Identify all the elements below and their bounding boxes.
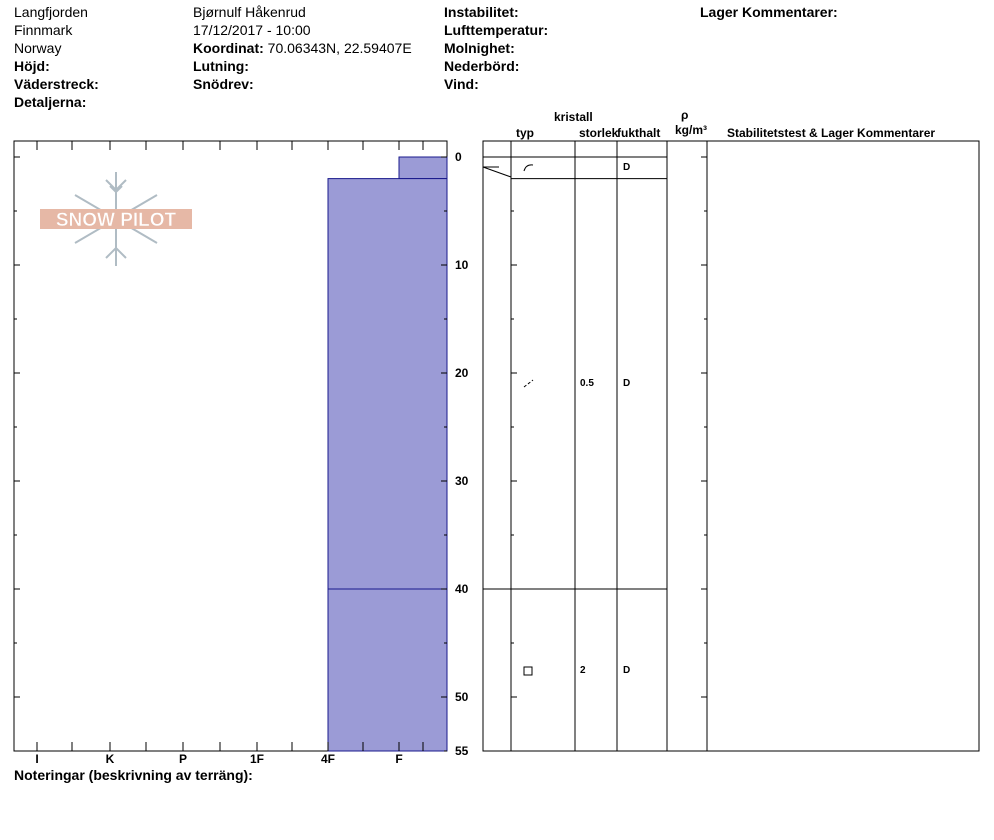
depth-label: 20 bbox=[455, 366, 469, 380]
depth-label: 30 bbox=[455, 474, 469, 488]
faceted-crystal-icon bbox=[524, 667, 532, 675]
layer-bar-3 bbox=[328, 589, 447, 751]
layer-table-frame bbox=[483, 141, 979, 751]
notes-label: Noteringar (beskrivning av terräng): bbox=[14, 767, 253, 783]
elevation-label: Höjd: bbox=[14, 58, 50, 74]
density-header: kg/m³ bbox=[675, 123, 708, 137]
depth-label: 10 bbox=[455, 258, 469, 272]
slope-label: Lutning: bbox=[193, 58, 249, 74]
rounded-grain-icon bbox=[524, 380, 533, 387]
precip-label: Nederbörd: bbox=[444, 58, 520, 74]
layer-1-moisture: D bbox=[623, 162, 631, 173]
hardness-label: K bbox=[105, 752, 115, 766]
hardness-label: 1F bbox=[249, 752, 264, 766]
decomposing-crystal-icon bbox=[524, 165, 533, 171]
hardness-label: P bbox=[178, 752, 187, 766]
moisture-header: fukthalt bbox=[617, 126, 661, 140]
hardness-label: I bbox=[35, 752, 39, 766]
location-country: Norway bbox=[14, 40, 62, 56]
depth-label: 0 bbox=[455, 150, 462, 164]
layer-3-size: 2 bbox=[580, 665, 586, 676]
crystal-header: kristall bbox=[554, 110, 593, 124]
wind-label: Vind: bbox=[444, 76, 479, 92]
layer-3-moisture: D bbox=[623, 665, 631, 676]
details-label: Detaljerna: bbox=[14, 94, 87, 110]
location-region: Finnmark bbox=[14, 22, 73, 38]
size-header: storlek bbox=[579, 126, 619, 140]
air-temp-label: Lufttemperatur: bbox=[444, 22, 549, 38]
wind-loading-label: Snödrev: bbox=[193, 76, 254, 92]
stability-header: Stabilitetstest & Lager Kommentarer bbox=[727, 126, 936, 140]
hardness-label: F bbox=[395, 752, 403, 766]
depth-label: 40 bbox=[455, 582, 469, 596]
aspect-label: Väderstreck: bbox=[14, 76, 99, 92]
logo-text: SNOW PILOT bbox=[55, 210, 177, 231]
layer-comments-label: Lager Kommentarer: bbox=[700, 4, 838, 20]
layer-2-moisture: D bbox=[623, 378, 631, 389]
coordinate-value: 70.06343N, 22.59407E bbox=[267, 40, 412, 56]
depth-label: 55 bbox=[455, 744, 469, 758]
location-place: Langfjorden bbox=[14, 4, 88, 20]
hardness-layer-bars bbox=[328, 157, 447, 751]
hardness-label: 4F bbox=[320, 752, 335, 766]
type-header: typ bbox=[516, 126, 534, 140]
coordinate-label: Koordinat: bbox=[193, 40, 264, 56]
connector-line bbox=[483, 167, 511, 177]
layer-2-size: 0.5 bbox=[580, 378, 594, 389]
observation-datetime: 17/12/2017 - 10:00 bbox=[193, 22, 311, 38]
cloud-label: Molnighet: bbox=[444, 40, 515, 56]
instability-label: Instabilitet: bbox=[444, 4, 519, 20]
layer-bar-1 bbox=[399, 157, 447, 179]
observer-name: Bjørnulf Håkenrud bbox=[193, 4, 306, 20]
depth-label: 50 bbox=[455, 690, 469, 704]
rho-header: ρ bbox=[681, 108, 689, 122]
layer-bar-2 bbox=[328, 179, 447, 589]
